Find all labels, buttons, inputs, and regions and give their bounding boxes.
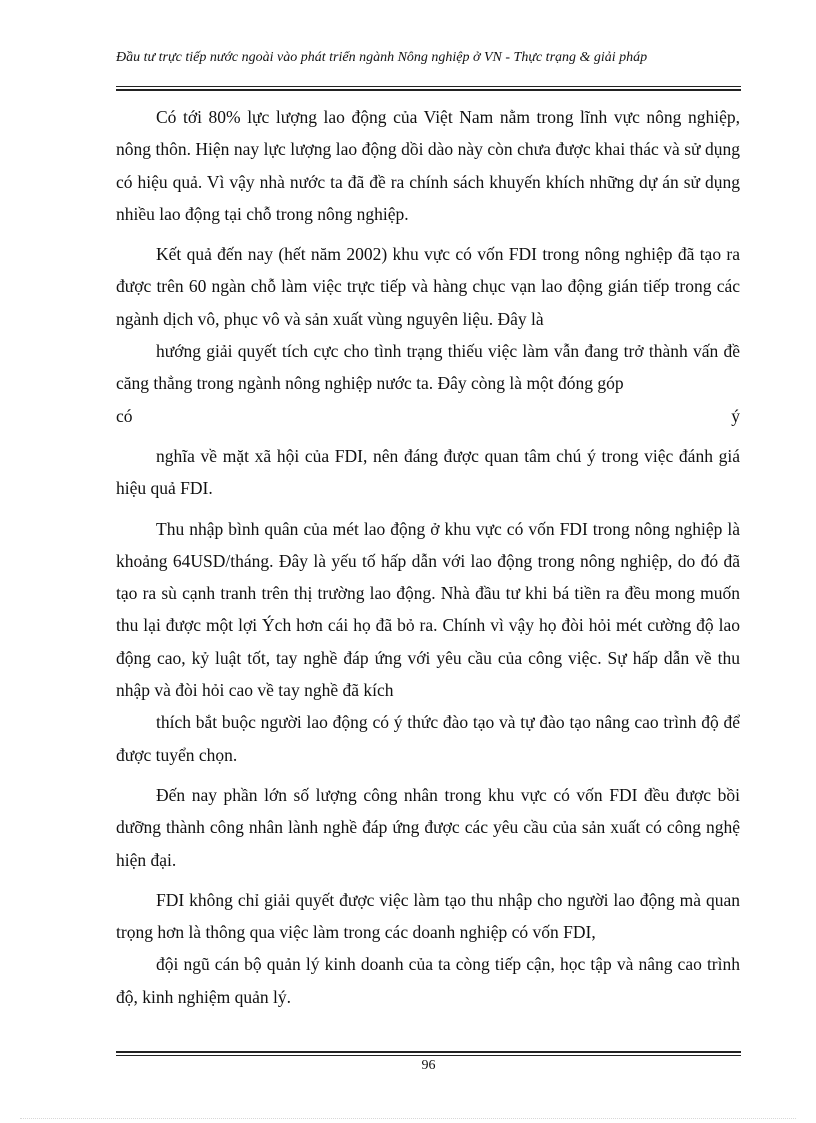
body-text xyxy=(116,101,740,1013)
paragraph-labor-force: Có tới 80% lực lượng lao động của Việt Nam nằm trong lĩnh vực nông nghiệp, nông thôn. Hiện nay lực lượng lao động dồi dào này còn chưa được khai thác và sử dụng có hiệu quả. Vì vậy nhà nước ta đã đề ra chính sách khuyến khích những dự án sử dụng nhiều lao động tại chỗ trong nông nghiệp. xyxy=(116,107,740,224)
header-rule-top xyxy=(116,86,741,87)
page-edge-divider xyxy=(20,1118,796,1119)
paragraph-fragment: có ý xyxy=(116,405,740,426)
paragraph-fdi-jobs: FDI không chỉ giải quyết được việc làm tạo thu nhập cho người lao động mà quan trọng hơn là thông qua việc làm trong các doanh nghiệp có vốn FDI, xyxy=(116,889,740,943)
running-header: Đầu tư trực tiếp nước ngoài vào phát triển ngành Nông nghiệp ở VN - Thực trạng & giải pháp xyxy=(116,50,648,65)
footer-rule-bottom xyxy=(116,1055,741,1056)
paragraph-average-income: Thu nhập bình quân của mét lao động ở khu vực có vốn FDI trong nông nghiệp là khoảng 64USD/tháng. Đây là yếu tố hấp dẫn với lao động trong nông nghiệp, do đó đã tạo ra sù cạnh tranh trên thị trường lao động. Nhà đầu tư khi bá tiền ra đều mong muốn thu lại được một lợi Ých hơn cái họ đã bỏ ra. Chính vì vậy họ đòi hỏi mét cường độ lao động cao, kỷ luật tốt, tay nghề đáp ứng với yêu cầu của công việc. Sự hấp dẫn về thu nhập và đòi hỏi cao về tay nghề đã kích xyxy=(116,518,740,701)
footer-rule-top xyxy=(116,1051,741,1053)
page-number: 96 xyxy=(421,1058,436,1073)
paragraph-results-2002: Kết quả đến nay (hết năm 2002) khu vực có vốn FDI trong nông nghiệp đã tạo ra được trên 60 ngàn chỗ làm việc trực tiếp và hàng chục vạn lao động gián tiếp trong các ngành dịch vô, phục vô và sản xuất vùng nguyên liệu. Đây là xyxy=(116,244,740,329)
header-rule-bottom xyxy=(116,89,741,91)
paragraph-training: thích bắt buộc người lao động có ý thức đào tạo và tự đào tạo nâng cao trình độ để được tuyển chọn. xyxy=(116,712,740,765)
paragraph-management: đội ngũ cán bộ quản lý kinh doanh của ta còng tiếp cận, học tập và nâng cao trình độ, kinh nghiệm quản lý. xyxy=(116,954,740,1007)
paragraph-social-meaning: nghĩa về mặt xã hội của FDI, nên đáng được quan tâm chú ý trong việc đánh giá hiệu quả FDI. xyxy=(116,445,740,499)
paragraph-unemployment-solution: hướng giải quyết tích cực cho tình trạng thiếu việc làm vẫn đang trở thành vấn đề căng thẳng trong ngành nông nghiệp nước ta. Đây còng là một đóng góp xyxy=(116,341,740,394)
paragraph-skilled-workers: Đến nay phần lớn số lượng công nhân trong khu vực có vốn FDI đều được bồi dưỡng thành công nhân lành nghề đáp ứng được các yêu cầu của sản xuất có công nghệ hiện đại. xyxy=(116,784,740,870)
